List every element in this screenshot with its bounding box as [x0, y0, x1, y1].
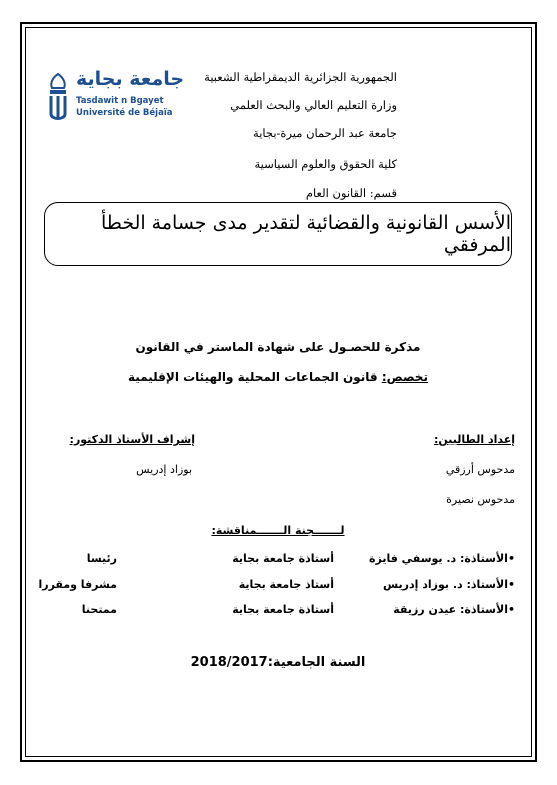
thesis-title-box: [44, 202, 512, 266]
committee-member-role: رئيسا: [86, 552, 117, 565]
university-logo: [44, 68, 185, 128]
supervisor-name: بوزاد إدريس: [136, 463, 192, 476]
logo-kabyle-text: Tasdawit n Bgayet: [76, 96, 164, 106]
header-university: جامعة عبد الرحمان ميرة-بجاية: [253, 126, 397, 140]
specialty-value: قانون الجماعات المحلية والهيئات الإقليمية: [128, 370, 378, 384]
degree-line: مذكرة للحصـول على شهادة الماستر في القانون: [135, 340, 421, 354]
academic-year: السنة الجامعية:2018/2017: [190, 655, 366, 670]
header-department: قسم: القانون العام: [305, 186, 397, 200]
specialty-line: [44, 370, 512, 384]
committee-member-name: •الأستاذة: عيدن رزيقة: [393, 603, 515, 616]
student-2: مدحوس نصيرة: [446, 493, 515, 506]
thesis-title: الأسس القانونية والقضائية لتقدير مدى جسامة الخطأ المرفقي: [100, 212, 511, 256]
committee-member-role: مشرفا ومقررا: [38, 578, 117, 591]
header-republic: الجمهورية الجزائرية الديمقراطية الشعبية: [204, 70, 397, 84]
student-1: مدحوس أرزقي: [445, 463, 515, 476]
supervisor-label: إشراف الأستاذ الدكتور:: [69, 433, 195, 446]
committee-member-role: ممتحنا: [81, 603, 117, 616]
header-ministry: وزارة التعليم العالي والبحث العلمي: [230, 98, 397, 112]
committee-member-name: •الأستاذ: د. بوزاد إدريس: [383, 578, 515, 591]
committee-title: لـــــــجنة الـــــــمناقشة:: [211, 524, 345, 537]
logo-emblem-icon: [44, 70, 72, 126]
committee-member-affiliation: أستاذة جامعة بجاية: [232, 552, 334, 565]
committee-member-name: •الأستاذة: د. يوسفي فايزة: [369, 552, 515, 565]
specialty-label: تخصص:: [381, 370, 428, 384]
logo-french-text: Université de Béjaïa: [76, 108, 173, 118]
committee-member-affiliation: أستاذ جامعة بجاية: [238, 578, 334, 591]
logo-arabic-text: جامعة بجاية: [76, 68, 185, 90]
header-faculty: كلية الحقوق والعلوم السياسية: [254, 157, 397, 171]
committee-member-affiliation: أستاذة جامعة بجاية: [232, 603, 334, 616]
prepared-label: إعداد الطالبين:: [433, 433, 515, 446]
